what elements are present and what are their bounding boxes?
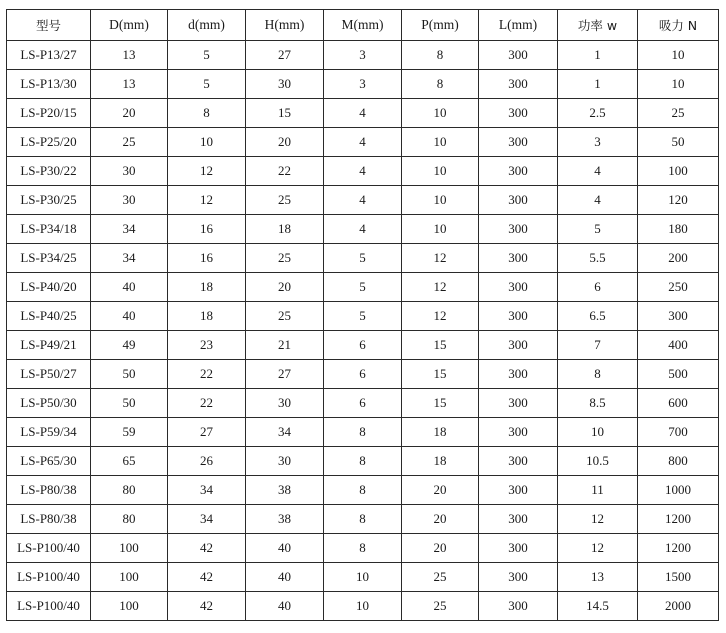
table-cell: 3 — [558, 128, 638, 157]
table-cell: 40 — [246, 592, 324, 621]
table-cell: 300 — [479, 331, 558, 360]
header-model: 型号 — [7, 10, 91, 41]
table-cell: 200 — [638, 244, 719, 273]
spec-sheet — [6, 9, 718, 621]
table-cell: 300 — [479, 476, 558, 505]
table-row — [7, 302, 719, 331]
model-cell: LS-P65/30 — [7, 447, 91, 476]
table-row — [7, 534, 719, 563]
table-row — [7, 215, 719, 244]
table-header — [7, 10, 719, 41]
table-cell: 23 — [168, 331, 246, 360]
table-cell: 20 — [402, 476, 479, 505]
table-cell: 800 — [638, 447, 719, 476]
table-cell: 8.5 — [558, 389, 638, 418]
table-cell: 300 — [479, 41, 558, 70]
table-cell: 18 — [168, 273, 246, 302]
header-power: 功率 w — [558, 10, 638, 41]
table-cell: 25 — [246, 302, 324, 331]
table-cell: 10.5 — [558, 447, 638, 476]
model-cell: LS-P20/15 — [7, 99, 91, 128]
table-cell: 300 — [479, 302, 558, 331]
table-cell: 300 — [479, 128, 558, 157]
table-row — [7, 70, 719, 99]
table-cell: 25 — [246, 186, 324, 215]
model-cell: LS-P25/20 — [7, 128, 91, 157]
table-cell: 1200 — [638, 505, 719, 534]
table-cell: 13 — [558, 563, 638, 592]
table-cell: 120 — [638, 186, 719, 215]
table-cell: 300 — [479, 70, 558, 99]
table-cell: 300 — [479, 273, 558, 302]
table-cell: 5 — [168, 70, 246, 99]
header-inner-diameter: d(mm) — [168, 10, 246, 41]
table-cell: 6.5 — [558, 302, 638, 331]
table-cell: 4 — [324, 128, 402, 157]
header-height: H(mm) — [246, 10, 324, 41]
header-thread: M(mm) — [324, 10, 402, 41]
table-cell: 6 — [324, 360, 402, 389]
table-cell: 12 — [402, 244, 479, 273]
table-cell: 10 — [638, 70, 719, 99]
table-cell: 4 — [324, 99, 402, 128]
table-cell: 34 — [168, 476, 246, 505]
table-cell: 25 — [402, 592, 479, 621]
table-cell: 21 — [246, 331, 324, 360]
table-cell: 40 — [91, 302, 168, 331]
table-cell: 20 — [246, 128, 324, 157]
specification-table — [6, 9, 719, 621]
table-cell: 300 — [479, 244, 558, 273]
table-cell: 22 — [246, 157, 324, 186]
table-row — [7, 41, 719, 70]
model-cell: LS-P100/40 — [7, 534, 91, 563]
model-cell: LS-P80/38 — [7, 476, 91, 505]
table-cell: 10 — [402, 157, 479, 186]
model-cell: LS-P30/25 — [7, 186, 91, 215]
table-cell: 12 — [168, 157, 246, 186]
table-cell: 25 — [638, 99, 719, 128]
table-cell: 300 — [479, 505, 558, 534]
table-cell: 500 — [638, 360, 719, 389]
table-cell: 300 — [479, 418, 558, 447]
table-cell: 13 — [91, 70, 168, 99]
table-cell: 59 — [91, 418, 168, 447]
table-cell: 4 — [558, 157, 638, 186]
table-row — [7, 418, 719, 447]
table-cell: 42 — [168, 563, 246, 592]
table-cell: 6 — [558, 273, 638, 302]
table-cell: 80 — [91, 476, 168, 505]
table-cell: 30 — [246, 447, 324, 476]
model-cell: LS-P30/22 — [7, 157, 91, 186]
table-cell: 10 — [638, 41, 719, 70]
table-cell: 25 — [402, 563, 479, 592]
table-cell: 5.5 — [558, 244, 638, 273]
table-cell: 5 — [168, 41, 246, 70]
table-cell: 10 — [402, 99, 479, 128]
table-cell: 42 — [168, 592, 246, 621]
table-body — [7, 41, 719, 621]
table-cell: 8 — [324, 476, 402, 505]
table-row — [7, 273, 719, 302]
table-cell: 38 — [246, 476, 324, 505]
table-cell: 300 — [479, 592, 558, 621]
table-cell: 10 — [402, 128, 479, 157]
table-row — [7, 244, 719, 273]
table-cell: 2.5 — [558, 99, 638, 128]
table-cell: 1000 — [638, 476, 719, 505]
table-cell: 11 — [558, 476, 638, 505]
table-cell: 27 — [246, 360, 324, 389]
model-cell: LS-P13/27 — [7, 41, 91, 70]
model-cell: LS-P100/40 — [7, 563, 91, 592]
table-cell: 15 — [402, 331, 479, 360]
table-row — [7, 99, 719, 128]
table-cell: 12 — [402, 273, 479, 302]
header-lead-length: L(mm) — [479, 10, 558, 41]
table-cell: 1200 — [638, 534, 719, 563]
table-cell: 8 — [324, 534, 402, 563]
table-row — [7, 186, 719, 215]
table-row — [7, 447, 719, 476]
table-cell: 18 — [246, 215, 324, 244]
table-cell: 100 — [91, 563, 168, 592]
table-cell: 300 — [479, 99, 558, 128]
table-cell: 30 — [91, 157, 168, 186]
model-cell: LS-P34/25 — [7, 244, 91, 273]
table-cell: 12 — [402, 302, 479, 331]
table-cell: 8 — [324, 505, 402, 534]
table-cell: 100 — [638, 157, 719, 186]
table-cell: 8 — [402, 70, 479, 99]
table-row — [7, 505, 719, 534]
table-row — [7, 563, 719, 592]
table-cell: 12 — [558, 505, 638, 534]
table-row — [7, 331, 719, 360]
table-cell: 15 — [402, 389, 479, 418]
model-cell: LS-P50/27 — [7, 360, 91, 389]
table-row — [7, 592, 719, 621]
table-cell: 300 — [638, 302, 719, 331]
table-cell: 5 — [558, 215, 638, 244]
table-cell: 300 — [479, 215, 558, 244]
table-row — [7, 360, 719, 389]
table-cell: 15 — [246, 99, 324, 128]
table-cell: 8 — [168, 99, 246, 128]
table-cell: 700 — [638, 418, 719, 447]
table-cell: 5 — [324, 244, 402, 273]
table-cell: 180 — [638, 215, 719, 244]
table-cell: 8 — [324, 418, 402, 447]
model-cell: LS-P13/30 — [7, 70, 91, 99]
table-cell: 100 — [91, 592, 168, 621]
table-cell: 10 — [168, 128, 246, 157]
header-pitch: P(mm) — [402, 10, 479, 41]
table-cell: 26 — [168, 447, 246, 476]
table-cell: 20 — [402, 534, 479, 563]
table-cell: 2000 — [638, 592, 719, 621]
table-cell: 20 — [402, 505, 479, 534]
table-cell: 30 — [91, 186, 168, 215]
table-cell: 27 — [168, 418, 246, 447]
header-force: 吸力 N — [638, 10, 719, 41]
table-cell: 18 — [402, 418, 479, 447]
table-row — [7, 128, 719, 157]
table-cell: 34 — [246, 418, 324, 447]
table-cell: 12 — [558, 534, 638, 563]
table-cell: 50 — [91, 389, 168, 418]
table-cell: 15 — [402, 360, 479, 389]
table-cell: 34 — [91, 244, 168, 273]
table-cell: 1500 — [638, 563, 719, 592]
table-cell: 300 — [479, 186, 558, 215]
table-cell: 18 — [168, 302, 246, 331]
model-cell: LS-P40/25 — [7, 302, 91, 331]
table-cell: 49 — [91, 331, 168, 360]
table-cell: 10 — [402, 215, 479, 244]
table-row — [7, 476, 719, 505]
table-cell: 10 — [324, 563, 402, 592]
table-cell: 250 — [638, 273, 719, 302]
model-cell: LS-P59/34 — [7, 418, 91, 447]
table-cell: 400 — [638, 331, 719, 360]
table-cell: 38 — [246, 505, 324, 534]
table-cell: 14.5 — [558, 592, 638, 621]
table-cell: 40 — [246, 534, 324, 563]
table-cell: 65 — [91, 447, 168, 476]
table-cell: 6 — [324, 331, 402, 360]
table-cell: 4 — [558, 186, 638, 215]
table-cell: 40 — [246, 563, 324, 592]
table-cell: 30 — [246, 70, 324, 99]
table-cell: 27 — [246, 41, 324, 70]
header-row — [7, 10, 719, 41]
table-cell: 300 — [479, 389, 558, 418]
table-cell: 1 — [558, 41, 638, 70]
table-cell: 34 — [168, 505, 246, 534]
table-cell: 25 — [246, 244, 324, 273]
header-outer-diameter: D(mm) — [91, 10, 168, 41]
table-cell: 300 — [479, 447, 558, 476]
table-cell: 22 — [168, 360, 246, 389]
table-cell: 20 — [246, 273, 324, 302]
model-cell: LS-P49/21 — [7, 331, 91, 360]
table-cell: 300 — [479, 534, 558, 563]
table-cell: 8 — [402, 41, 479, 70]
model-cell: LS-P34/18 — [7, 215, 91, 244]
table-cell: 10 — [558, 418, 638, 447]
table-cell: 3 — [324, 41, 402, 70]
table-cell: 6 — [324, 389, 402, 418]
table-cell: 50 — [91, 360, 168, 389]
table-cell: 42 — [168, 534, 246, 563]
table-cell: 4 — [324, 215, 402, 244]
table-cell: 34 — [91, 215, 168, 244]
table-cell: 100 — [91, 534, 168, 563]
table-cell: 10 — [402, 186, 479, 215]
table-cell: 40 — [91, 273, 168, 302]
table-cell: 8 — [324, 447, 402, 476]
table-cell: 7 — [558, 331, 638, 360]
table-cell: 300 — [479, 157, 558, 186]
table-cell: 5 — [324, 302, 402, 331]
table-cell: 4 — [324, 186, 402, 215]
model-cell: LS-P100/40 — [7, 592, 91, 621]
table-cell: 10 — [324, 592, 402, 621]
model-cell: LS-P80/38 — [7, 505, 91, 534]
table-cell: 300 — [479, 360, 558, 389]
table-cell: 300 — [479, 563, 558, 592]
table-cell: 50 — [638, 128, 719, 157]
table-cell: 600 — [638, 389, 719, 418]
table-cell: 20 — [91, 99, 168, 128]
table-cell: 12 — [168, 186, 246, 215]
table-cell: 25 — [91, 128, 168, 157]
table-cell: 3 — [324, 70, 402, 99]
table-row — [7, 389, 719, 418]
table-cell: 30 — [246, 389, 324, 418]
table-cell: 8 — [558, 360, 638, 389]
table-cell: 4 — [324, 157, 402, 186]
table-cell: 5 — [324, 273, 402, 302]
table-row — [7, 157, 719, 186]
model-cell: LS-P50/30 — [7, 389, 91, 418]
table-cell: 13 — [91, 41, 168, 70]
model-cell: LS-P40/20 — [7, 273, 91, 302]
table-cell: 1 — [558, 70, 638, 99]
table-cell: 18 — [402, 447, 479, 476]
table-cell: 16 — [168, 215, 246, 244]
table-cell: 80 — [91, 505, 168, 534]
table-cell: 16 — [168, 244, 246, 273]
table-cell: 22 — [168, 389, 246, 418]
